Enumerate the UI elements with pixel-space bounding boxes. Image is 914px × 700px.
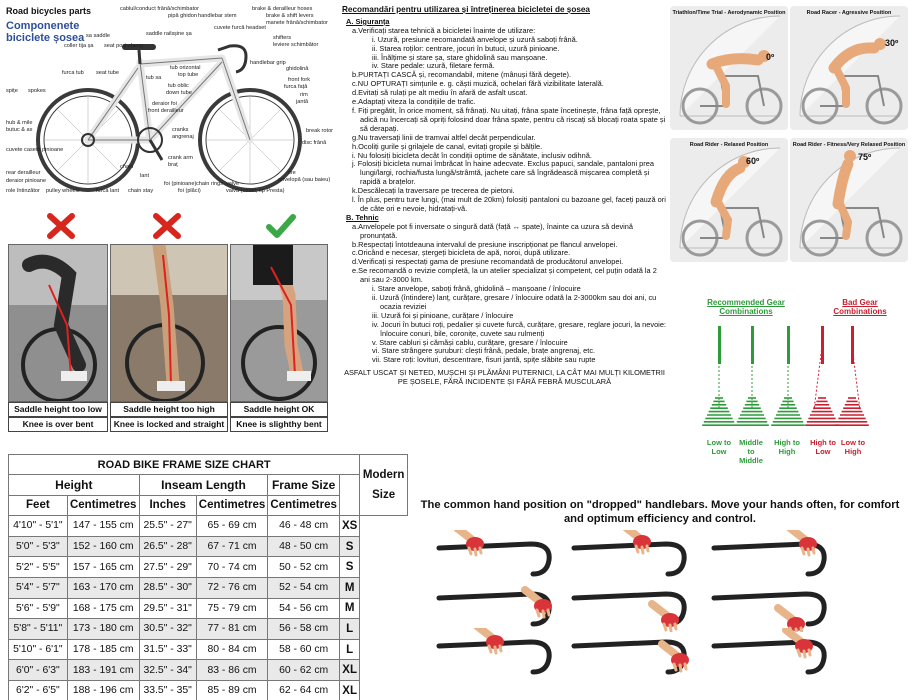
check-mark-icon (266, 213, 296, 239)
table-cell-icm: 85 - 89 cm (196, 680, 268, 700)
table-cell-feet: 5'6" - 5'9" (9, 598, 68, 619)
rec-subitem: iii. Înălțime și stare șa, stare ghidolină sau manșoane. (372, 52, 548, 62)
table-cell-hcm: 173 - 180 cm (67, 619, 139, 640)
table-cell-inches: 27.5" - 29" (139, 557, 196, 578)
recommended-gear-title: Recommended Gear Combinations (707, 298, 785, 316)
rec-item: d.Verificați și respectați gama de presiune recomandată de producătorul anvelopei. (352, 257, 624, 267)
table-cell-frame: 58 - 60 cm (268, 639, 340, 660)
table-cell-frame: 56 - 58 cm (268, 619, 340, 640)
part-label: seat post clamp (104, 43, 144, 49)
table-cell-feet: 5'4" - 5'7" (9, 577, 68, 598)
gear-column (805, 326, 839, 425)
part-label: rear derailleur (6, 170, 41, 176)
part-label: coller tija șa (64, 43, 94, 49)
handlebar-icon (570, 530, 698, 582)
part-label: tub oblic (168, 83, 189, 89)
rec-item: g.Nu traversați linii de tramvai altfel decât perpendicular. (352, 132, 536, 142)
handlebar-icon (435, 580, 563, 632)
rec-item: h.Ocoliți gurile și grilajele de canal, evitați gropile și bălțile. (352, 141, 543, 151)
table-cell-size: L (339, 619, 359, 640)
gear-label: High to Low (810, 438, 836, 456)
table-cell-frame: 50 - 52 cm (268, 557, 340, 578)
part-label: cablul/conduct frână/schimbator (120, 6, 199, 12)
recommendations-title: Recomandări pentru utilizarea și întreținerea bicicletei de șosea (342, 5, 590, 14)
hand-position-illustration (435, 530, 563, 582)
rec-subitem: ii. Uzură (întindere) lanț, curățare, gresare / înlocuire odată la 2-3000km sau doi ani, cu ocazia reviziei (372, 293, 657, 311)
rec-item: a.Verificați starea tehnică a bicicletei înainte de utilizare: (352, 25, 536, 35)
rec-item: j. Folosiți bicicleta numai îmbrăcat în haine adecvate. Exclus papuci, sandale, pantaloni prea lungi/largi, rochia/fusta lungă/strâmtă, jachete care să îngrădească mișcarea completă și rapidă a brațelor. (352, 159, 654, 187)
frame-cm-header: Centimetres (268, 495, 340, 516)
position-angle: 0º (766, 52, 775, 62)
rec-item: i. Nu folosiți bicicleta decât în condiții optime de sănătate, inclusiv odihnă. (352, 150, 592, 160)
rec-subitem: vii. Stare roți: lovituri, descentrare, fisuri jantă, spițe slăbite sau rupte (372, 355, 596, 365)
part-label: pulley wheels (46, 188, 80, 194)
gear-column (835, 326, 869, 425)
hand-positions-title: The common hand position on "dropped" handlebars. Move your hands often, for comfort and optimum efficiency and control. (420, 499, 900, 525)
part-label: disc frână (302, 140, 327, 146)
rec-item: e.Adaptați viteza la condițiile de trafic. (352, 97, 476, 107)
bike-parts-title: Road bicycles parts (6, 6, 92, 16)
part-label: butuc & ax (6, 127, 33, 133)
gear-column (702, 326, 736, 425)
table-cell-icm: 77 - 81 cm (196, 619, 268, 640)
part-label: spițe (6, 88, 18, 94)
rec-item: f. Fiți pregătit, în orice moment, să frânați. Nu uitați, frâna spate încetinește, frâna față oprește, adică nu încercați să opriți folosind doar frâna spate, pentru că riscați să blocați roata spate și să derapați. (352, 105, 666, 133)
part-label: spokes (28, 88, 46, 94)
table-cell-size: L (339, 639, 359, 660)
table-cell-inches: 29.5" - 31" (139, 598, 196, 619)
rec-section-heading: B. Tehnic (346, 212, 379, 222)
rec-subitem: vi. Stare strângere șuruburi: clești frână, pedale, brațe angrenaj, etc. (372, 346, 596, 356)
hand-position-illustration (710, 628, 838, 680)
table-cell-hcm: 183 - 191 cm (67, 660, 139, 681)
hand-position-illustration (570, 530, 698, 582)
part-label: manete frână/schimbator (266, 20, 328, 26)
rec-item: a.Anvelopele pot fi inversate o singură dată (față ↔ spate), înainte ca uzura să devină pronunțată. (352, 221, 634, 240)
hand-positions (420, 498, 900, 526)
part-label: crank arm (168, 155, 193, 161)
table-cell-size: S (339, 557, 359, 578)
part-label: lant (140, 173, 150, 179)
part-label: top tube (178, 72, 199, 78)
part-label: deraior foi (152, 101, 177, 107)
table-cell-feet: 5'8" - 5'11" (9, 619, 68, 640)
inseam-header: Inseam Length (139, 475, 268, 496)
part-label: valvă (uzual, tip Presta) (226, 188, 285, 194)
position-angle: 60º (746, 156, 760, 166)
position-aerodynamic (670, 6, 788, 130)
table-cell-hcm: 188 - 196 cm (67, 680, 139, 700)
caption-saddle-too-low: Saddle height too low (8, 402, 108, 417)
table-cell-inches: 26.5" - 28" (139, 536, 196, 557)
handlebar-icon (435, 530, 563, 582)
table-cell-icm: 75 - 79 cm (196, 598, 268, 619)
part-label: foi (plăci) (178, 188, 201, 194)
table-cell-icm: 70 - 74 cm (196, 557, 268, 578)
modern-size-header: Modern Size (360, 455, 408, 516)
part-label: angrenaj (172, 134, 194, 140)
table-cell-hcm: 178 - 185 cm (67, 639, 139, 660)
part-label: anvelopă (sau baieu) (278, 177, 331, 183)
table-cell-feet: 6'0" - 6'3" (9, 660, 68, 681)
position-relaxed (670, 138, 788, 262)
part-label: chain stay (128, 188, 154, 194)
part-label: chain (120, 164, 134, 170)
inches-header: Inches (139, 495, 196, 516)
table-cell-inches: 32.5" - 34" (139, 660, 196, 681)
part-label: rim (300, 92, 308, 98)
position-title: Road Rider - Fitness/Very Relaxed Position (792, 142, 906, 148)
table-cell-frame: 52 - 54 cm (268, 577, 340, 598)
rec-item: d.Evitați să rulați pe alt mediu în afară de asfalt uscat. (352, 88, 528, 98)
table-cell-hcm: 168 - 175 cm (67, 598, 139, 619)
part-label: handlebar grip (250, 60, 286, 66)
part-label: furcă lant (96, 188, 120, 194)
hand-position-illustration (435, 628, 563, 680)
position-title: Road Racer - Agressive Position (806, 10, 892, 16)
table-cell-inches: 31.5" - 33" (139, 639, 196, 660)
table-cell-hcm: 163 - 170 cm (67, 577, 139, 598)
rec-subitem: ii. Starea roților: centrare, jocuri în butuci, uzură pinioane. (372, 43, 560, 53)
part-label: pipă ghidon (168, 13, 197, 19)
position-title: Triathlon/Time Trial - Aerodynamic Position (672, 10, 786, 16)
part-label: tub sa (146, 75, 162, 81)
table-cell-feet: 6'2" - 6'5" (9, 680, 68, 700)
table-row (9, 619, 408, 640)
height-cm-header: Centimetres (67, 495, 139, 516)
caption-saddle-too-high: Saddle height too high (110, 402, 228, 417)
chart-title: ROAD BIKE FRAME SIZE CHART (9, 455, 360, 475)
table-cell-size: XL (339, 660, 359, 681)
rec-subitem: iv. Stare pedale: uzură, filetare fermă. (372, 61, 495, 71)
table-cell-size: M (339, 598, 359, 619)
frame-size-table (8, 454, 408, 700)
handlebar-icon (570, 628, 698, 680)
table-row (9, 516, 408, 537)
part-label: handlebar stem (198, 13, 237, 19)
hand-position-illustration (710, 580, 838, 632)
part-label: brake & derailleur hoses (252, 6, 313, 12)
part-label: saddle rails (146, 31, 175, 37)
table-cell-inches: 33.5" - 35" (139, 680, 196, 700)
table-cell-hcm: 152 - 160 cm (67, 536, 139, 557)
table-cell-feet: 5'0" - 5'3" (9, 536, 68, 557)
part-label: furca față (284, 84, 308, 90)
part-label: cranks (172, 127, 189, 133)
bike-parts-title-ro: Componenete biciclete șosea (6, 20, 85, 44)
table-cell-size: XS (339, 516, 359, 537)
table-row (9, 536, 408, 557)
table-cell-size: M (339, 577, 359, 598)
part-label: break rotor (306, 128, 334, 134)
table-cell-frame: 48 - 50 cm (268, 536, 340, 557)
feet-header: Feet (9, 495, 68, 516)
table-row (9, 639, 408, 660)
table-cell-frame: 46 - 48 cm (268, 516, 340, 537)
table-cell-size: XL (339, 680, 359, 700)
hand-position-illustration (570, 628, 698, 680)
gear-label: Low to Low (706, 438, 732, 456)
handlebar-icon (710, 628, 838, 680)
rec-item: c.Oricând e necesar, ștergeți bicicleta de apă, noroi, după utilizare. (352, 248, 571, 258)
part-label: hub & mile (6, 120, 33, 126)
height-header: Height (9, 475, 140, 496)
gear-combinations (700, 298, 900, 473)
position-very-relaxed (790, 138, 908, 262)
rec-subitem: iv. Jocuri în butuci roți, pedalier și cuvete furcă, curățare, gresare, reglare jocuri, la nevoie: înlocuire conuri, bile, coronițe, cuvete sau rulmenți (372, 319, 666, 338)
subcaption-knee-over-bent: Knee is over bent (8, 417, 108, 432)
rec-section-heading: A. Siguranța (346, 16, 390, 26)
recommendations-footer: ASFALT USCAT ȘI NETED, MUȘCHI ȘI PLĂMÂNI PUTERNICI, LA CÂT MAI MULȚI KILOMETRII PE ȘOSELE, FĂRĂ INCIDENTE ȘI FĂRĂ FEBRĂ MUSCULARĂ (344, 368, 665, 387)
position-title: Road Rider - Relaxed Position (689, 142, 769, 148)
hand-position-illustration (435, 580, 563, 632)
table-row (9, 577, 408, 598)
table-cell-icm: 83 - 86 cm (196, 660, 268, 681)
table-cell-inches: 25.5" - 27" (139, 516, 196, 537)
photo-saddle-ok (230, 244, 328, 402)
table-cell-frame: 54 - 56 cm (268, 598, 340, 619)
recommendations-body (342, 18, 667, 365)
part-label: deraior pinioane (6, 178, 47, 184)
table-cell-feet: 5'2" - 5'5" (9, 557, 68, 578)
photo-saddle-too-low (8, 244, 108, 402)
table-row (9, 660, 408, 681)
table-cell-feet: 4'10" - 5'1" (9, 516, 68, 537)
wrong-mark-icon (46, 213, 76, 239)
part-label: cuvete furcă headset (214, 25, 266, 31)
part-label: chain rings (196, 181, 224, 187)
part-label: tire (288, 170, 296, 176)
part-label: cuvete casetă pinioane (6, 147, 64, 153)
rec-subitem: i. Uzură, presiune recomandată anvelope și uzură saboți frână. (372, 34, 578, 44)
gear-column (771, 326, 805, 425)
table-cell-frame: 62 - 64 cm (268, 680, 340, 700)
table-cell-frame: 60 - 62 cm (268, 660, 340, 681)
gear-label: High to High (774, 438, 800, 456)
part-label: down tube (166, 90, 192, 96)
table-cell-icm: 80 - 84 cm (196, 639, 268, 660)
wrong-mark-icon (152, 213, 182, 239)
table-cell-inches: 30.5" - 32" (139, 619, 196, 640)
gear-label: Low to High (840, 438, 866, 456)
table-cell-hcm: 157 - 165 cm (67, 557, 139, 578)
rec-subitem: iii. Uzură foi și pinioane, curățare / înlocuire (372, 310, 514, 320)
rec-item: e.Se recomandă o revizie completă, la un atelier specializat și competent, cel puțin odată la 2 ani sau 2-3000 km. (352, 266, 657, 285)
table-cell-inches: 28.5" - 30" (139, 577, 196, 598)
table-cell-icm: 65 - 69 cm (196, 516, 268, 537)
frame-size-chart (8, 454, 408, 700)
hand-position-illustration (710, 530, 838, 582)
handlebar-icon (710, 530, 838, 582)
part-label: jantă (296, 99, 309, 105)
table-cell-feet: 5'10" - 6'1" (9, 639, 68, 660)
part-label: role întinzător (6, 188, 40, 194)
recommendations-text (342, 6, 667, 387)
subcaption-knee-slightly-bent: Knee is slighthy bent (230, 417, 328, 432)
table-row (9, 680, 408, 700)
table-cell-hcm: 147 - 155 cm (67, 516, 139, 537)
position-angle: 75º (858, 152, 872, 162)
gear-column (735, 326, 769, 425)
part-label: sa saddle (86, 33, 110, 39)
rec-item: b.Respectați întotdeauna intervalul de presiune inscripționat pe flancul anvelopei. (352, 239, 618, 249)
photo-saddle-too-high (110, 244, 228, 402)
part-label: shifters (273, 35, 292, 41)
rec-subitem: i. Stare anvelope, saboți frână, ghidolină – manșoane / înlocuire (372, 284, 581, 294)
hand-position-illustration (570, 580, 698, 632)
part-label: seat tube (96, 70, 120, 76)
part-label: brake & shift levers (266, 13, 314, 19)
table-cell-icm: 67 - 71 cm (196, 536, 268, 557)
gear-label: Middle to Middle (739, 438, 763, 465)
bad-gear-title: Bad Gear Combinations (833, 298, 887, 316)
part-label: furca tub (62, 70, 84, 76)
handlebar-icon (570, 580, 698, 632)
part-label: ghidolină (286, 66, 309, 72)
part-label: foi (pinioane) (164, 181, 197, 187)
table-row (9, 598, 408, 619)
part-label: front derailleur (148, 108, 184, 114)
position-aggressive (790, 6, 908, 130)
part-label: tub orizontal (170, 65, 201, 71)
part-label: valve (226, 181, 240, 187)
caption-saddle-ok: Saddle height OK (230, 402, 328, 417)
subcaption-knee-locked: Knee is locked and straight (110, 417, 228, 432)
part-label: front fork (288, 77, 311, 83)
table-cell-size: S (339, 536, 359, 557)
handlebar-icon (710, 580, 838, 632)
table-cell-icm: 72 - 76 cm (196, 577, 268, 598)
part-label: leviere schimbător (273, 42, 319, 48)
rec-item: b.PURTAȚI CASCĂ și, recomandabil, mitene (mânuși fără degete). (352, 70, 572, 80)
rec-subitem: v. Stare cabluri și cămăși cablu, curățare, gresare / înlocuire (372, 337, 568, 347)
part-label: braț (168, 162, 178, 168)
rec-item: k.Descălecați la traversare pe trecerea de pietoni. (352, 186, 515, 196)
rec-item: l. În plus, pentru ture lungi, (mai mult de 20km) folosiți pantaloni cu bazoane gel, faceți pauză ori de câte ori e nevoie, hidratați-vă. (352, 195, 666, 213)
rec-item: c.NU OPTURAȚI simțurile e. g. căști muzică, ochelari fără vizibilitate laterală. (352, 79, 604, 89)
part-label: șine șa (174, 31, 192, 37)
table-row (9, 557, 408, 578)
handlebar-icon (435, 628, 563, 680)
frame-size-header: Frame Size (268, 475, 340, 496)
inseam-cm-header: Centimetres (196, 495, 268, 516)
gear-graphic (700, 298, 900, 438)
bike-parts-diagram (0, 0, 335, 205)
position-angle: 30º (885, 38, 899, 48)
